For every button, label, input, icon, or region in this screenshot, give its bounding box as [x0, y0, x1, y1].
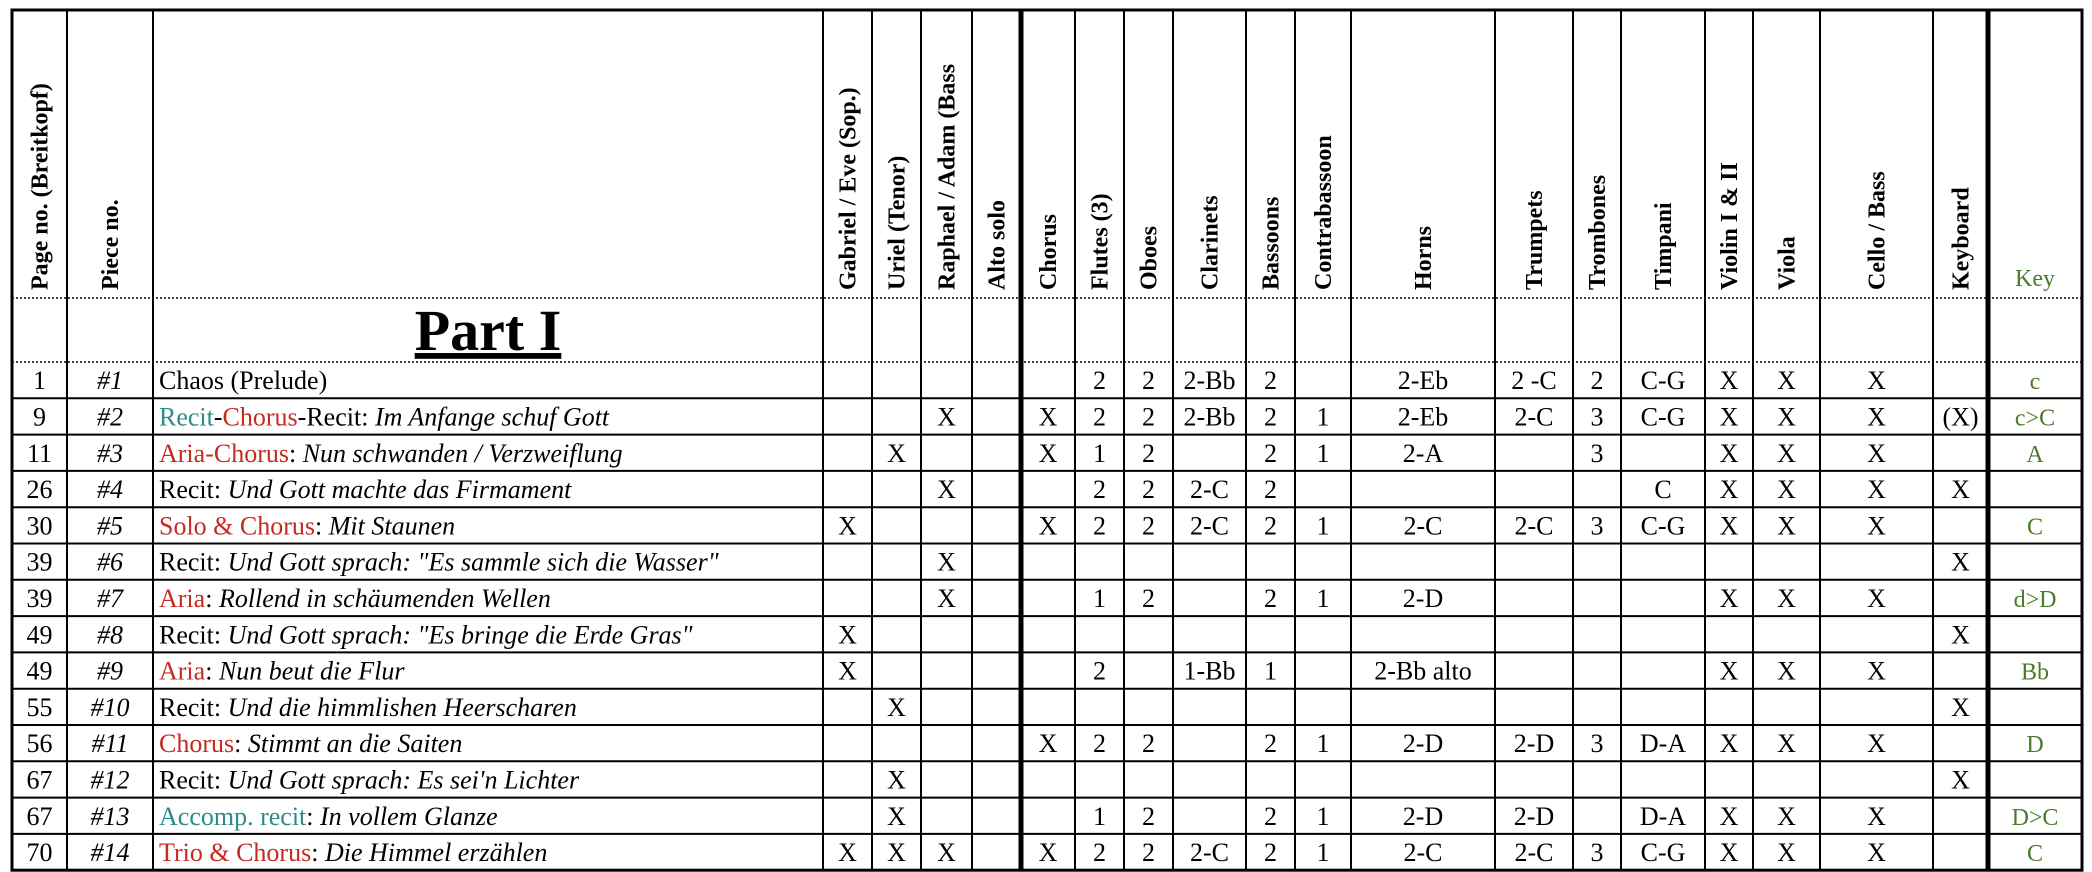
piece-title-segment: Chaos (Prelude): [159, 366, 328, 396]
column-header: Raphael / Adam (Bass: [934, 63, 961, 290]
instrument-cell: 2: [1142, 475, 1155, 505]
instrument-cell: X: [1777, 838, 1796, 868]
instrument-cell: X: [1867, 402, 1886, 432]
column-header: Oboes: [1136, 225, 1163, 290]
key-cell: A: [2026, 441, 2044, 468]
page-number: 67: [26, 765, 53, 795]
instrument-cell: 2: [1142, 801, 1155, 831]
piece-number: #6: [97, 547, 123, 577]
instrument-cell: X: [1719, 438, 1739, 468]
instrument-cell: X: [838, 656, 857, 686]
instrument-cell: 2: [1264, 801, 1277, 831]
piece-number: #1: [97, 366, 123, 396]
piece-title-segment: Und die himmlishen Heerscharen: [227, 692, 577, 722]
piece-title-segment: Recit:: [159, 620, 228, 650]
piece-number: #3: [97, 438, 123, 468]
instrument-cell: 2-Eb: [1397, 366, 1449, 396]
instrument-cell: X: [1719, 511, 1739, 541]
instrument-cell: 1: [1316, 511, 1330, 541]
column-header: Uriel (Tenor): [884, 155, 911, 290]
instrument-cell: 2-C: [1514, 511, 1554, 541]
instrument-cell: 2: [1093, 656, 1106, 686]
instrument-cell: X: [1867, 801, 1886, 831]
instrument-cell: 2: [1142, 511, 1155, 541]
column-header: Flutes (3): [1087, 193, 1114, 290]
instrument-cell: X: [1951, 692, 1970, 722]
column-header: Gabriel / Eve (Sop.): [835, 87, 862, 290]
column-header: Piece no.: [98, 199, 124, 290]
instrument-cell: X: [1951, 475, 1970, 505]
instrument-cell: 1: [1316, 801, 1330, 831]
instrument-cell: 2-C: [1403, 511, 1443, 541]
instrument-cell: 2: [1142, 838, 1155, 868]
key-cell: c: [2029, 369, 2041, 396]
column-header: Cello / Bass: [1864, 171, 1891, 290]
piece-number: #9: [97, 656, 123, 686]
instrument-cell: X: [1867, 366, 1886, 396]
instrument-cell: X: [887, 801, 906, 831]
instrument-cell: X: [1719, 475, 1739, 505]
instrument-cell: 2: [1264, 511, 1277, 541]
piece-title-segment: Chorus: [222, 402, 298, 432]
instrument-cell: X: [1951, 547, 1970, 577]
column-header: Chorus: [1036, 213, 1062, 290]
column-header: Bassoons: [1258, 196, 1285, 290]
piece-title-segment: Recit:: [159, 547, 228, 577]
piece-number: #13: [90, 801, 130, 831]
instrument-cell: C-G: [1640, 402, 1686, 432]
column-header: Trombones: [1585, 174, 1611, 290]
piece-title-segment: Chorus: [159, 729, 235, 759]
instrument-cell: X: [1777, 583, 1796, 613]
piece-title: [159, 475, 572, 504]
instrument-cell: 2-C: [1190, 838, 1229, 868]
page-number: 67: [26, 801, 53, 831]
instrument-cell: 2: [1093, 838, 1106, 868]
instrument-cell: 1: [1093, 801, 1106, 831]
instrument-cell: X: [1719, 366, 1739, 396]
instrument-cell: 1-Bb: [1183, 656, 1236, 686]
piece-number: #10: [90, 692, 130, 722]
piece-title-segment: Und Gott sprach: "Es bringe die Erde Gras": [227, 620, 693, 650]
instrument-cell: 3: [1590, 838, 1604, 868]
instrument-cell: 2-C: [1514, 402, 1554, 432]
instrument-cell: 2-Bb alto: [1374, 656, 1472, 686]
instrument-cell: 2-C: [1190, 475, 1229, 505]
instrument-cell: 2: [1264, 366, 1277, 396]
piece-title: [159, 620, 693, 649]
key-cell: c>C: [2014, 405, 2056, 432]
column-header: Key: [2015, 266, 2055, 292]
instrument-cell: 2-D: [1513, 729, 1555, 759]
instrument-cell: X: [1719, 801, 1739, 831]
instrument-cell: X: [1777, 366, 1796, 396]
instrument-cell: 2: [1093, 402, 1106, 432]
instrument-cell: X: [1867, 729, 1886, 759]
piece-title-segment: Recit:: [159, 765, 228, 795]
piece-title-segment: Und Gott sprach: Es sei'n Lichter: [227, 765, 580, 795]
instrument-cell: 2: [1142, 583, 1155, 613]
instrument-cell: 2: [1093, 475, 1106, 505]
piece-number: #12: [90, 765, 130, 795]
instrument-cell: 2 -C: [1511, 366, 1557, 396]
instrument-cell: 2-C: [1514, 838, 1554, 868]
piece-title-segment: Und Gott sprach: "Es sammle sich die Wasser": [227, 547, 719, 577]
key-cell: D>C: [2011, 804, 2059, 831]
page-number: 11: [26, 438, 53, 468]
piece-number: #8: [97, 620, 123, 650]
instrument-cell: X: [887, 438, 906, 468]
instrument-cell: 2: [1093, 511, 1106, 541]
instrument-cell: X: [887, 765, 906, 795]
page-number: 39: [26, 547, 53, 577]
instrument-cell: 1: [1093, 438, 1106, 468]
piece-title: [159, 402, 610, 431]
key-cell: C: [2026, 514, 2044, 541]
instrument-cell: X: [1777, 511, 1796, 541]
piece-title-segment: -Recit:: [297, 402, 375, 432]
piece-title-segment: Und Gott machte das Firmament: [227, 475, 572, 505]
instrument-cell: X: [937, 547, 956, 577]
instrument-cell: X: [1777, 402, 1796, 432]
piece-title: [159, 765, 580, 794]
instrument-cell: 2: [1264, 402, 1277, 432]
page-number: 49: [26, 620, 53, 650]
instrument-cell: X: [1038, 511, 1058, 541]
instrument-cell: X: [1777, 438, 1796, 468]
instrument-cell: 2-D: [1513, 801, 1555, 831]
piece-title: [159, 693, 577, 722]
piece-title: [159, 838, 547, 867]
instrument-cell: D-A: [1639, 729, 1687, 759]
instrument-cell: X: [1038, 402, 1058, 432]
instrument-cell: 2-Bb: [1183, 402, 1236, 432]
instrument-cell: D-A: [1639, 801, 1687, 831]
instrument-cell: 2: [1142, 729, 1155, 759]
instrument-cell: 2: [1264, 438, 1277, 468]
piece-title-segment: Aria: [159, 656, 206, 686]
instrument-cell: 3: [1590, 438, 1604, 468]
instrument-cell: 2: [1093, 366, 1106, 396]
column-header: Violin I & II: [1717, 162, 1743, 290]
piece-title-segment: Die Himmel erzählen: [324, 838, 548, 868]
instrument-cell: 2-D: [1402, 729, 1444, 759]
piece-title-segment: :: [234, 729, 248, 759]
piece-title: [159, 584, 551, 613]
instrument-cell: X: [937, 402, 956, 432]
piece-title-segment: :: [311, 838, 325, 868]
instrument-cell: X: [1867, 475, 1886, 505]
key-cell: Bb: [2020, 659, 2050, 686]
piece-number: #2: [97, 402, 123, 432]
instrument-cell: 2: [1264, 729, 1277, 759]
instrument-cell: C-G: [1640, 366, 1686, 396]
instrument-cell: X: [1777, 729, 1796, 759]
instrument-cell: 1: [1316, 729, 1330, 759]
instrument-cell: X: [1719, 583, 1739, 613]
instrument-cell: X: [1719, 838, 1739, 868]
column-header: Alto solo: [984, 200, 1011, 290]
instrument-cell: X: [838, 838, 857, 868]
piece-title-segment: Nun beut die Flur: [218, 656, 405, 686]
piece-title-segment: -: [213, 402, 223, 432]
instrument-cell: 2: [1142, 438, 1155, 468]
piece-number: #14: [90, 838, 130, 868]
piece-number: #7: [97, 583, 123, 613]
column-header: Page no. (Breitkopf): [27, 83, 54, 290]
part-title: Part I: [414, 298, 562, 363]
column-header: Horns: [1411, 225, 1437, 290]
piece-title-segment: Accomp. recit: [159, 801, 307, 831]
piece-title-segment: Solo & Chorus: [159, 511, 316, 541]
piece-title: [159, 366, 327, 395]
piece-title: [159, 511, 455, 540]
instrument-cell: 3: [1590, 511, 1604, 541]
instrument-cell: X: [1867, 438, 1886, 468]
piece-title: [159, 802, 498, 831]
instrument-cell: X: [1867, 583, 1886, 613]
instrument-cell: 2-C: [1190, 511, 1229, 541]
column-header: Timpani: [1651, 202, 1677, 290]
instrument-cell: 2-Eb: [1397, 402, 1449, 432]
piece-title-segment: Mit Staunen: [328, 511, 456, 541]
piece-title-segment: Nun schwanden / Verzweiflung: [302, 438, 623, 468]
instrument-cell: X: [1867, 838, 1886, 868]
piece-title-segment: Recit:: [159, 692, 228, 722]
instrument-cell: 1: [1316, 838, 1330, 868]
instrument-cell: X: [887, 838, 906, 868]
instrument-cell: X: [1038, 838, 1058, 868]
page-number: 70: [26, 838, 53, 868]
piece-title-segment: Stimmt an die Saiten: [247, 729, 463, 759]
instrument-cell: 3: [1590, 402, 1604, 432]
piece-title-segment: Rollend in schäumenden Wellen: [218, 583, 551, 613]
instrument-cell: 2-C: [1403, 838, 1443, 868]
piece-title-segment: :: [315, 511, 329, 541]
page-number: 56: [26, 729, 53, 759]
instrument-cell: C-G: [1640, 838, 1686, 868]
piece-title: [159, 439, 623, 468]
instrument-cell: 2: [1142, 402, 1155, 432]
instrument-cell: X: [1777, 656, 1796, 686]
instrument-cell: X: [1038, 438, 1058, 468]
instrument-cell: 2: [1093, 729, 1106, 759]
piece-number: #5: [97, 511, 123, 541]
instrument-cell: 2: [1264, 475, 1277, 505]
page-number: 49: [26, 656, 53, 686]
instrument-cell: X: [1719, 729, 1739, 759]
piece-title: [159, 548, 719, 577]
instrument-cell: X: [1951, 765, 1970, 795]
column-header: Clarinets: [1197, 195, 1224, 290]
instrument-cell: 2: [1142, 366, 1155, 396]
instrument-cell: 2-D: [1402, 801, 1444, 831]
piece-title-segment: In vollem Glanze: [320, 801, 498, 831]
piece-title-segment: :: [288, 438, 303, 468]
column-header: Trumpets: [1522, 190, 1548, 290]
instrument-cell: X: [1951, 620, 1970, 650]
instrument-cell: X: [838, 620, 857, 650]
piece-title-segment: Aria: [159, 583, 206, 613]
instrument-cell: 2-Bb: [1183, 366, 1236, 396]
instrument-cell: X: [1719, 402, 1739, 432]
piece-title-segment: :: [306, 801, 320, 831]
page-number: 39: [26, 583, 53, 613]
instrument-cell: X: [1867, 511, 1886, 541]
instrument-cell: 2-A: [1402, 438, 1444, 468]
instrument-cell: 2: [1264, 838, 1277, 868]
piece-title-segment: Aria-Chorus: [159, 438, 289, 468]
column-header: Contrabassoon: [1311, 135, 1337, 290]
instrument-cell: 3: [1590, 729, 1604, 759]
instrument-cell: X: [1719, 656, 1739, 686]
piece-title: [159, 657, 405, 686]
instrument-cell: 1: [1264, 656, 1277, 686]
piece-title-segment: Trio & Chorus: [159, 838, 312, 868]
instrument-cell: X: [1777, 475, 1796, 505]
instrument-cell: X: [1038, 729, 1058, 759]
instrument-cell: X: [887, 692, 906, 722]
instrument-cell: 2-D: [1402, 583, 1444, 613]
instrument-cell: 1: [1093, 583, 1106, 613]
page-number: 1: [33, 366, 46, 396]
column-header: Viola: [1774, 236, 1801, 290]
instrument-cell: 2: [1264, 583, 1277, 613]
instrument-cell: 1: [1316, 438, 1330, 468]
instrument-cell: C: [1654, 475, 1672, 505]
instrument-cell: X: [1867, 656, 1886, 686]
instrument-cell: X: [838, 511, 857, 541]
piece-title-segment: :: [205, 656, 219, 686]
page-number: 55: [26, 692, 53, 722]
page-number: 9: [33, 402, 46, 432]
key-cell: C: [2026, 841, 2044, 868]
piece-title-segment: Recit:: [159, 475, 228, 505]
instrument-cell: 1: [1316, 583, 1330, 613]
key-cell: D: [2026, 732, 2044, 759]
instrument-cell: 1: [1316, 402, 1330, 432]
piece-title: [159, 729, 462, 758]
key-cell: d>D: [2013, 586, 2057, 613]
column-header: Keyboard: [1948, 187, 1975, 290]
instrument-cell: (X): [1942, 402, 1979, 432]
instrument-cell: X: [937, 583, 956, 613]
piece-number: #11: [91, 729, 129, 759]
instrument-cell: X: [1777, 801, 1796, 831]
instrument-cell: 2: [1590, 366, 1604, 396]
instrument-cell: X: [937, 475, 956, 505]
instrument-cell: C-G: [1640, 511, 1686, 541]
instrument-cell: X: [937, 838, 956, 868]
piece-title-segment: :: [205, 583, 219, 613]
page-number: 30: [26, 511, 53, 541]
page-number: 26: [26, 475, 53, 505]
piece-title-segment: Recit: [159, 402, 214, 432]
piece-title-segment: Im Anfange schuf Gott: [374, 402, 610, 432]
piece-number: #4: [97, 475, 123, 505]
